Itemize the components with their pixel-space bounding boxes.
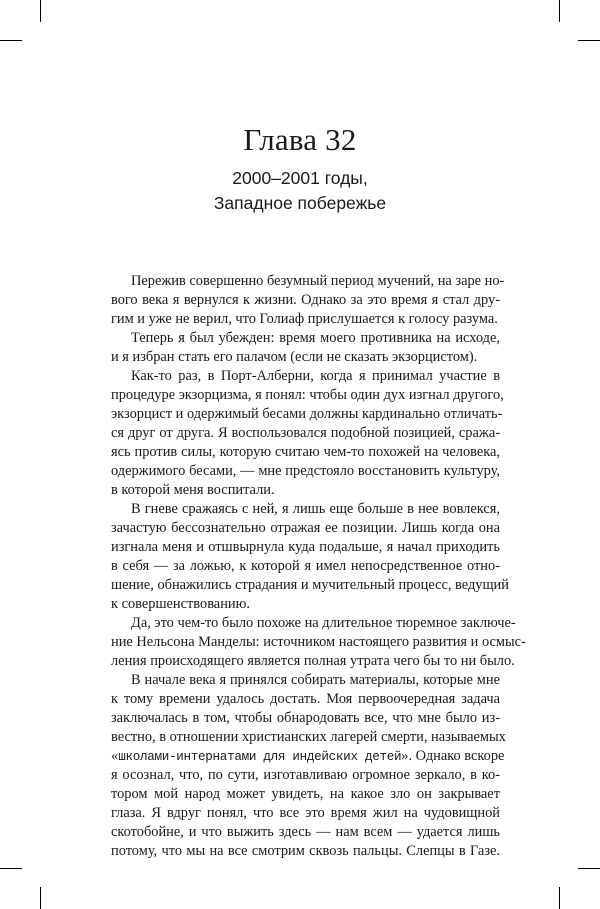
paragraph <box>111 500 509 614</box>
text-line: я осознал, что, по сути, изготавливаю огромное зеркало, в ко- <box>111 767 500 783</box>
text-line: Как-то раз, в Порт-Алберни, когда я принимал участие в <box>131 368 500 384</box>
text-line: ясь против силы, которую считаю чем-то похожей на человека, <box>111 444 500 460</box>
paragraph <box>111 272 505 329</box>
text-line: к совершенствованию. <box>111 596 250 612</box>
chapter-body <box>111 272 526 861</box>
text-line: в себя — за ложью, к которой я имел непосредственное отно- <box>111 558 500 574</box>
paragraph <box>111 329 500 367</box>
subtitle-place: Западное побережье <box>213 193 387 213</box>
text-line: В начале века я принялся собирать материалы, которые мне <box>131 672 500 688</box>
monospace-phrase: школами-интернатами для индейских детей <box>118 750 402 764</box>
text-line: к тому времени удалось достать. Моя первоочередная задача <box>111 691 500 707</box>
text-line: изгнала меня и отшвырнула куда подальше, я начал приходить <box>111 539 500 555</box>
text-line: ся друг от друга. Я воспользовался подобной позицией, сража- <box>111 425 500 441</box>
text-line: Да, это чем-то было похоже на длительное тюремное заключе- <box>131 615 516 631</box>
crop-mark <box>578 40 600 41</box>
text-line: заключалась в том, чтобы обнародовать все, что мне было из- <box>111 710 500 726</box>
text-line: экзорцист и одержимый бесами должны кардинально отличать- <box>111 406 503 422</box>
paragraph <box>111 671 506 861</box>
crop-mark <box>40 0 41 22</box>
text-line: процедуре экзорцизма, я понял: чтобы один дух изгнал другого, <box>111 387 504 403</box>
crop-mark <box>559 0 560 22</box>
text-line: ления происходящего является полная утрата чего бы то ни было. <box>111 653 515 669</box>
crop-mark <box>40 887 41 909</box>
subtitle-years: 2000–2001 годы, <box>232 168 368 188</box>
chapter-subtitle <box>0 166 600 216</box>
text-line: одержимого бесами, — мне предстояло восстановить культуру, <box>111 463 500 479</box>
crop-mark <box>578 868 600 869</box>
text-line: зачастую бессознательно отражая ее позиции. Лишь когда она <box>111 520 500 536</box>
text-line: вого века я вернулся к жизни. Однако за это время я стал дру- <box>111 292 500 308</box>
text-line: Пережив совершенно безумный период мучений, на заре но- <box>131 273 505 289</box>
crop-mark <box>0 40 22 41</box>
text-line: шение, обнажились страдания и мучительный процесс, ведущий <box>111 577 509 593</box>
text-line: ние Нельсона Манделы: источником настоящего развития и осмыс- <box>111 634 526 650</box>
text-line: скотобойне, и что выжить здесь — нам всем — удается лишь <box>111 824 500 840</box>
chapter-title: Глава 32 <box>243 122 357 157</box>
text-line: Теперь я был убежден: время моего противника на исходе, <box>131 330 500 346</box>
text-line: потому, что мы на все смотрим сквозь пальцы. Слепцы в Газе. <box>111 843 500 859</box>
text-line: В гневе сражаясь с ней, я лишь еще больше в нее вовлекся, <box>131 501 500 517</box>
text-line: в которой меня воспитали. <box>111 482 275 498</box>
text-line: гим и уже не верил, что Голиаф прислушается к голосу разума. <box>111 311 498 327</box>
text-line: и я избран стать его палачом (если не сказать экзорцистом). <box>111 349 478 365</box>
text-line: тором мой народ может увидеть, на какое зло он закрывает <box>111 786 500 802</box>
quote-close-text: ». Однако вскоре <box>401 748 505 764</box>
text-line <box>111 747 505 766</box>
text-line: вестно, в отношении христианских лагерей смерти, называемых <box>111 729 506 745</box>
crop-mark <box>559 887 560 909</box>
paragraph <box>111 614 526 671</box>
paragraph <box>111 367 504 500</box>
quote-open: « <box>111 748 119 764</box>
text-line: глаза. Я вдруг понял, что все это время жил на чудовищной <box>111 805 500 821</box>
crop-mark <box>0 868 22 869</box>
